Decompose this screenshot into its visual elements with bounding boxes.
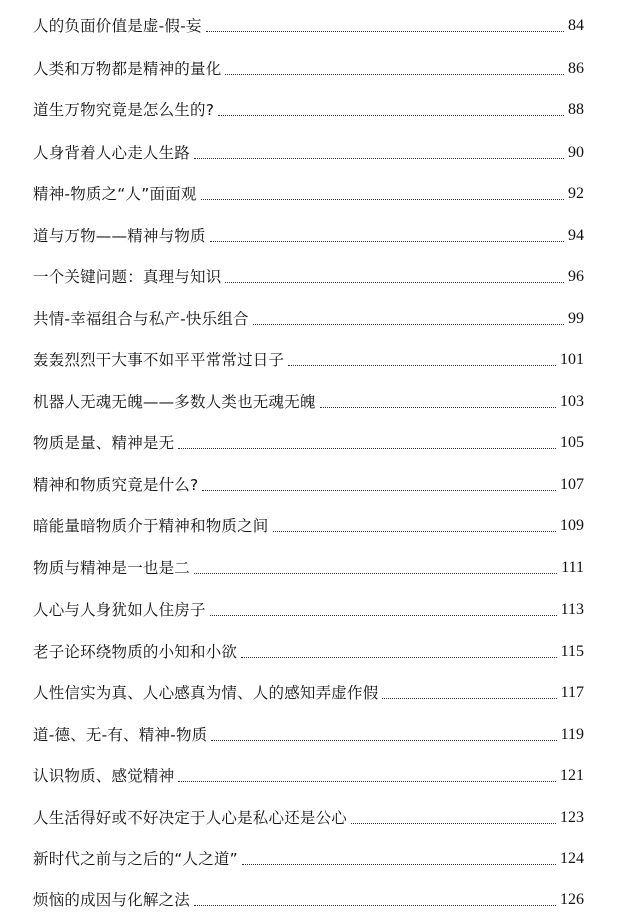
toc-entry-page-number: 105: [560, 434, 584, 451]
toc-entry-page-number: 88: [568, 101, 584, 118]
toc-entry-title: 道与万物——精神与物质: [33, 227, 206, 245]
toc-entry-page-number: 103: [560, 393, 584, 410]
toc-entry[interactable]: [33, 804, 584, 828]
toc-entry[interactable]: [33, 139, 584, 163]
toc-entry-title: 暗能量暗物质介于精神和物质之间: [33, 517, 269, 535]
toc-entry-page-number: 107: [560, 476, 584, 493]
toc-entry-title: 老子论环绕物质的小知和小欲: [33, 643, 238, 661]
dot-leader: [206, 30, 564, 32]
toc-entry[interactable]: [33, 222, 584, 246]
toc-entry-title: 物质与精神是一也是二: [33, 559, 191, 577]
dot-leader: [225, 73, 564, 75]
toc-entry-page-number: 123: [560, 809, 584, 826]
toc-entry-page-number: 92: [568, 185, 584, 202]
toc-entry-title: 人身背着人心走人生路: [33, 144, 191, 162]
toc-entry[interactable]: [33, 180, 584, 204]
toc-entry[interactable]: [33, 512, 584, 536]
toc-entry[interactable]: [33, 429, 584, 453]
toc-entry-page-number: 113: [560, 601, 584, 618]
toc-entry[interactable]: [33, 721, 584, 745]
toc-entry[interactable]: [33, 596, 584, 620]
dot-leader: [351, 822, 556, 824]
toc-entry-title: 烦恼的成因与化解之法: [33, 891, 191, 909]
toc-entry[interactable]: [33, 679, 584, 703]
toc-entry[interactable]: [33, 96, 584, 120]
dot-leader: [225, 281, 564, 283]
dot-leader: [194, 904, 556, 906]
dot-leader: [178, 447, 556, 449]
dot-leader: [382, 697, 556, 699]
toc-entry-page-number: 119: [560, 726, 584, 743]
dot-leader: [241, 656, 556, 658]
toc-entry[interactable]: [33, 305, 584, 329]
toc-entry-page-number: 84: [568, 17, 584, 34]
toc-entry-page-number: 94: [568, 227, 584, 244]
toc-entry[interactable]: [33, 845, 584, 869]
toc-entry-page-number: 124: [560, 850, 584, 867]
dot-leader: [210, 240, 564, 242]
dot-leader: [178, 780, 556, 782]
toc-entry-title: 道-德、无-有、精神-物质: [33, 726, 208, 744]
toc-entry-title: 人心与人身犹如人住房子: [33, 601, 206, 619]
dot-leader: [320, 406, 556, 408]
toc-entry-title: 共情-幸福组合与私产-快乐组合: [33, 310, 249, 328]
toc-entry-title: 精神和物质究竟是什么?: [33, 476, 199, 494]
toc-entry-page-number: 101: [560, 351, 584, 368]
dot-leader: [211, 739, 556, 741]
dot-leader: [273, 530, 556, 532]
toc-entry-page-number: 117: [560, 684, 584, 701]
toc-entry[interactable]: [33, 471, 584, 495]
toc-entry-page-number: 126: [560, 891, 584, 908]
toc-entry-title: 物质是量、精神是无: [33, 434, 175, 452]
dot-leader: [194, 572, 557, 574]
toc-entry-title: 新时代之前与之后的“人之道”: [33, 850, 238, 868]
dot-leader: [288, 364, 556, 366]
dot-leader: [194, 157, 564, 159]
toc-entry-title: 精神-物质之“人”面面观: [33, 185, 197, 203]
toc-entry-page-number: 90: [568, 144, 584, 161]
toc-entry-title: 人的负面价值是虚-假-妄: [33, 17, 202, 35]
toc-entry-title: 人类和万物都是精神的量化: [33, 60, 222, 78]
toc-entry[interactable]: [33, 762, 584, 786]
toc-entry[interactable]: [33, 638, 584, 662]
toc-entry[interactable]: [33, 55, 584, 79]
toc-entry[interactable]: [33, 12, 584, 36]
toc-entry-title: 人生活得好或不好决定于人心是私心还是公心: [33, 809, 348, 827]
toc-entry-title: 机器人无魂无魄——多数人类也无魂无魄: [33, 393, 316, 411]
toc-entry-title: 道生万物究竟是怎么生的?: [33, 101, 215, 119]
toc-entry-title: 轰轰烈烈干大事不如平平常常过日子: [33, 351, 285, 369]
toc-entry-title: 认识物质、感觉精神: [33, 767, 175, 785]
toc-entry-title: 一个关键问题：真理与知识: [33, 268, 222, 286]
toc-entry-page-number: 121: [560, 767, 584, 784]
toc-entry-page-number: 109: [560, 517, 584, 534]
toc-entry-page-number: 86: [568, 60, 584, 77]
toc-entry-page-number: 111: [561, 559, 584, 576]
dot-leader: [201, 198, 564, 200]
dot-leader: [242, 863, 556, 865]
dot-leader: [218, 114, 564, 116]
dot-leader: [253, 323, 564, 325]
toc-entry-title: 人性信实为真、人心感真为情、人的感知弄虚作假: [33, 684, 379, 702]
toc-entry[interactable]: [33, 346, 584, 370]
toc-entry[interactable]: [33, 886, 584, 910]
toc-entry-page-number: 96: [568, 268, 584, 285]
toc-entry[interactable]: [33, 388, 584, 412]
toc-entry[interactable]: [33, 554, 584, 578]
toc-entry-page-number: 115: [560, 643, 584, 660]
toc-entry-page-number: 99: [568, 310, 584, 327]
dot-leader: [210, 614, 557, 616]
dot-leader: [202, 489, 556, 491]
toc-entry[interactable]: [33, 263, 584, 287]
